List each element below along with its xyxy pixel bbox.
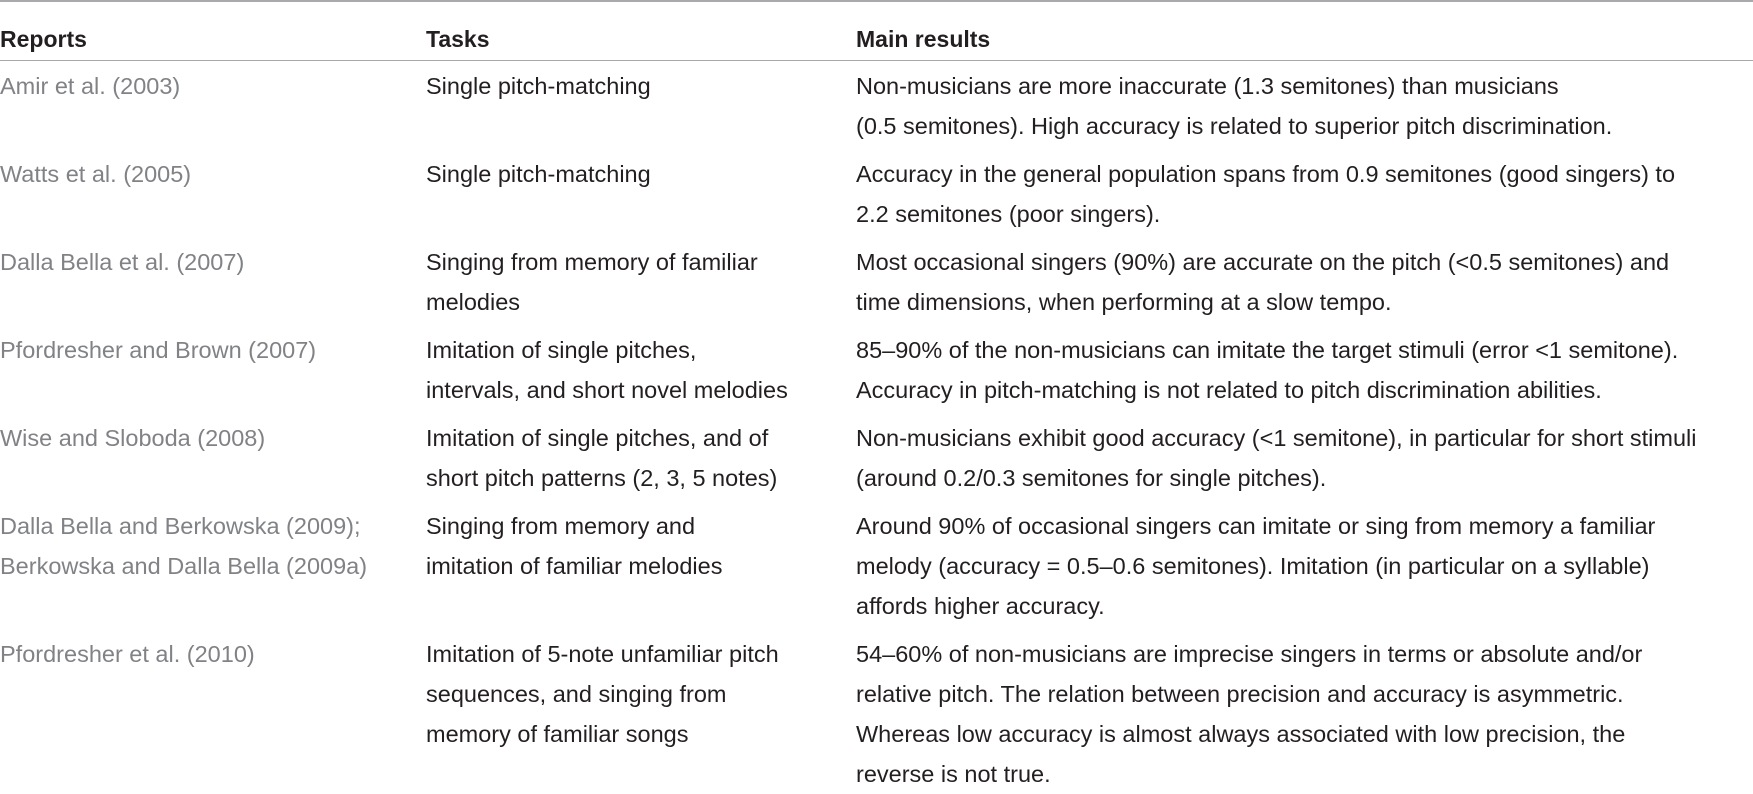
result-cell: 54–60% of non-musicians are imprecise singers in terms or absolute and/or relative pitch. The relation between precision and accuracy is asymmetric. Whereas low accuracy is almost always associated with low precision, the reverse is not true.	[856, 641, 1643, 787]
result-cell: 85–90% of the non-musicians can imitate the target stimuli (error <1 semitone). Accuracy in pitch-matching is not related to pitch discrimination abilities.	[856, 337, 1679, 403]
result-cell: Accuracy in the general population spans from 0.9 semitones (good singers) to 2.2 semitones (poor singers).	[856, 161, 1676, 227]
result-cell: Around 90% of occasional singers can imitate or sing from memory a familiar melody (accuracy = 0.5–0.6 semitones). Imitation (in particular on a syllable) affords higher accuracy.	[856, 513, 1656, 619]
report-cell: Dalla Bella et al. (2007)	[0, 249, 245, 275]
result-cell: Non-musicians exhibit good accuracy (<1 semitone), in particular for short stimuli (around 0.2/0.3 semitones for single pitches).	[856, 425, 1697, 491]
task-cell: Imitation of single pitches, and of short pitch patterns (2, 3, 5 notes)	[426, 425, 778, 491]
result-cell: Most occasional singers (90%) are accurate on the pitch (<0.5 semitones) and time dimensions, when performing at a slow tempo.	[856, 249, 1670, 315]
task-cell: Imitation of 5-note unfamiliar pitch sequences, and singing from memory of familiar songs	[426, 641, 779, 747]
report-cell: Wise and Sloboda (2008)	[0, 425, 266, 451]
task-cell: Singing from memory of familiar melodies	[426, 249, 758, 315]
task-cell: Singing from memory and imitation of familiar melodies	[426, 513, 723, 579]
top-rule	[0, 0, 1753, 2]
report-cell: Amir et al. (2003)	[0, 73, 181, 99]
result-cell: Non-musicians are more inaccurate (1.3 semitones) than musicians (0.5 semitones). High accuracy is related to superior pitch discrimination.	[856, 73, 1613, 139]
task-cell: Single pitch-matching	[426, 161, 651, 187]
header-main-results: Main results	[856, 26, 991, 52]
task-cell: Single pitch-matching	[426, 73, 651, 99]
table-header-row	[0, 22, 1753, 58]
header-rule	[0, 60, 1753, 61]
report-cell: Pfordresher et al. (2010)	[0, 641, 255, 667]
report-cell: Watts et al. (2005)	[0, 161, 192, 187]
header-reports: Reports	[0, 26, 87, 52]
task-cell: Imitation of single pitches, intervals, and short novel melodies	[426, 337, 788, 403]
header-tasks: Tasks	[426, 26, 490, 52]
report-cell: Pfordresher and Brown (2007)	[0, 337, 317, 363]
report-cell: Dalla Bella and Berkowska (2009); Berkowska and Dalla Bella (2009a)	[0, 513, 368, 579]
